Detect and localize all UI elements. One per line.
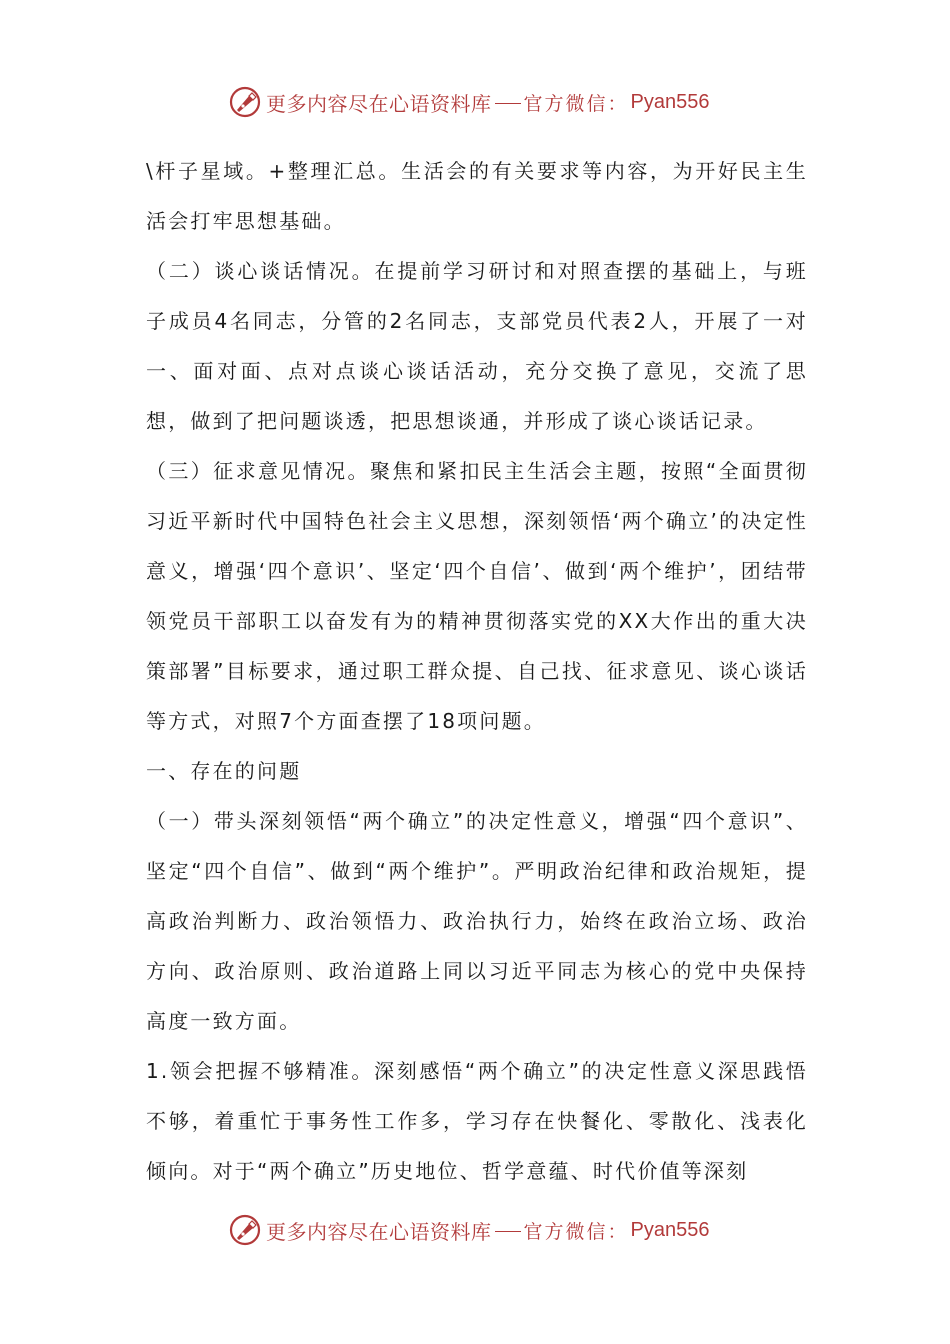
footer-watermark-banner [228, 1210, 748, 1250]
header-wechat-id: Pyan556 [630, 90, 710, 113]
paragraph-6: 1.领会把握不够精准。深刻感悟“两个确立”的决定性意义深思践悟不够，着重忙于事务性工作多，学习存在快餐化、零散化、浅表化倾向。对于“两个确立”历史地位、哲学意蕴、时代价值等深刻 [146, 1059, 808, 1183]
footer-wechat-label: 官方微信： [523, 1220, 629, 1243]
header-brand-text: 更多内容尽在心语资料库 [266, 91, 492, 116]
footer-dash-divider [495, 1231, 521, 1232]
header-dash-divider [495, 103, 521, 104]
paragraph-1: \杆子星域。+整理汇总。生活会的有关要求等内容，为开好民主生活会打牢思想基础。 [146, 159, 808, 233]
paragraph-2: （二）谈心谈话情况。在提前学习研讨和对照查摆的基础上，与班子成员4名同志，分管的2名同志，支部党员代表2人，开展了一对一、面对面、点对点谈心谈话活动，充分交换了意见，交流了思想，做到了把问题谈透，把思想谈通，并形成了谈心谈话记录。 [146, 259, 808, 433]
footer-brand-text: 更多内容尽在心语资料库 [266, 1219, 492, 1244]
document-body [146, 146, 808, 1196]
header-watermark-banner [228, 82, 748, 122]
paragraph-3: （三）征求意见情况。聚焦和紧扣民主生活会主题，按照“全面贯彻习近平新时代中国特色社会主义思想，深刻领悟‘两个确立’的决定性意义，增强‘四个意识’、坚定‘四个自信’、做到‘两个维护’，团结带领党员干部职工以奋发有为的精神贯彻落实党的XX大作出的重大决策部署”目标要求，通过职工群众提、自己找、征求意见、谈心谈话等方式，对照7个方面查摆了18项问题。 [146, 459, 808, 733]
pen-nib-logo-icon [228, 1213, 262, 1247]
section-heading-problems: 一、存在的问题 [146, 759, 302, 783]
header-wechat-label: 官方微信： [523, 92, 629, 115]
footer-wechat-id: Pyan556 [630, 1218, 710, 1241]
pen-nib-logo-icon [228, 85, 262, 119]
paragraph-5: （一）带头深刻领悟“两个确立”的决定性意义，增强“四个意识”、坚定“四个自信”、做到“两个维护”。严明政治纪律和政治规矩，提高政治判断力、政治领悟力、政治执行力，始终在政治立场、政治方向、政治原则、政治道路上同以习近平同志为核心的党中央保持高度一致方面。 [146, 809, 808, 1033]
